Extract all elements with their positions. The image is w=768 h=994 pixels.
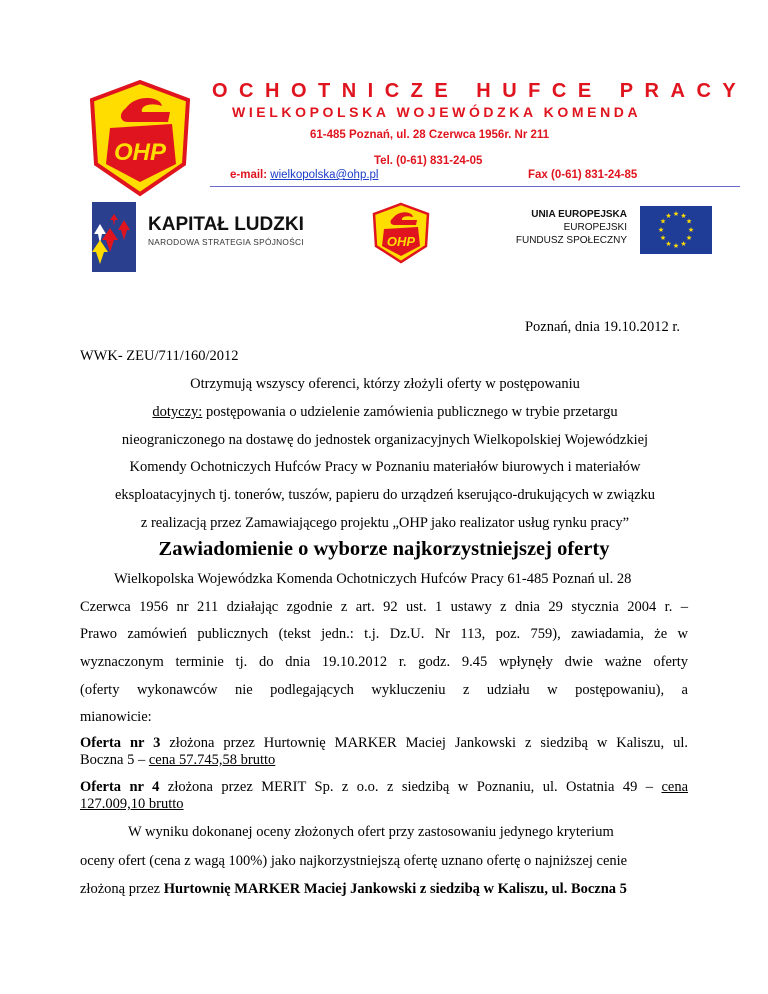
para2-line-2: oceny ofert (cena z wagą 100%) jako najkorzystniejszą ofertę uznano ofertę o najniższej cenie <box>80 852 628 869</box>
svg-text:★: ★ <box>659 234 667 242</box>
kapital-ludzki-logo-icon <box>88 200 143 275</box>
winning-offer: Hurtownię MARKER Maciej Jankowski z siedzibą w Kaliszu, ul. Boczna 5 <box>163 881 627 897</box>
subject-line-2: nieograniczonego na dostawę do jednostek organizacyjnych Wielkopolskiej Wojewódzkiej <box>121 431 649 448</box>
ohp-logo <box>80 78 200 198</box>
svg-text:★: ★ <box>672 210 680 218</box>
svg-text:OHP: OHP <box>113 139 167 166</box>
offer-4-price: 127.009,10 brutto <box>80 796 184 812</box>
para1-line-1: Wielkopolska Wojewódzka Komenda Ochotniczych Hufców Pracy 61-485 Poznań ul. 28 <box>114 571 632 587</box>
ue-title: UNIA EUROPEJSKA <box>531 209 627 220</box>
org-name: OCHOTNICZE HUFCE PRACY <box>212 80 748 102</box>
subject-line-1: dotyczy: postępowania o udzielenie zamówienia publicznego w trybie przetargu <box>152 403 618 420</box>
email-label: e-mail: <box>230 169 268 181</box>
subject-line-3: Komendy Ochotniczych Hufców Pracy w Poznaniu materiałów biurowych i materiałów <box>129 459 641 476</box>
svg-text:★: ★ <box>659 217 667 226</box>
org-fax: Fax (0-61) 831-24-85 <box>528 169 638 181</box>
para2-line-3: złożoną przez Hurtownię MARKER Maciej Jankowski z siedzibą w Kaliszu, ul. Boczna 5 <box>80 881 627 897</box>
org-email <box>230 169 379 181</box>
svg-text:★: ★ <box>665 212 672 220</box>
svg-text:★: ★ <box>680 212 687 220</box>
subject-label: dotyczy: <box>152 403 203 420</box>
ue-line-3: FUNDUSZ SPOŁECZNY <box>515 235 627 246</box>
eu-flag-icon <box>640 206 712 254</box>
ohp-logo-small <box>368 202 434 264</box>
org-address: 61-485 Poznań, ul. 28 Czerwca 1956r. Nr 211 <box>310 129 550 141</box>
paragraph-2 <box>80 818 688 904</box>
offer-3-price: cena 57.745,58 brutto <box>148 752 276 768</box>
letter-reference: WWK- ZEU/711/160/2012 <box>80 348 239 364</box>
svg-text:★: ★ <box>687 226 695 234</box>
para1-line-5: (oferty wykonawców nie podlegających wykluczeniu z udziału w postępowaniu), a <box>80 681 688 698</box>
para1-line-4: wyznaczonym terminie tj. do dnia 19.10.2012 r. godz. 9.45 wpłynęły dwie ważne oferty <box>80 654 688 671</box>
svg-text:★: ★ <box>672 242 680 250</box>
svg-text:★: ★ <box>685 234 693 242</box>
kapital-ludzki-title: KAPITAŁ LUDZKI <box>148 214 304 235</box>
para1-line-3: Prawo zamówień publicznych (tekst jedn.: t.j. Dz.U. Nr 113, poz. 759), zawiadamia, że w <box>80 626 688 643</box>
letter-subject <box>60 371 710 538</box>
offer-3: Oferta nr 3 złożona przez Hurtownię MARKER Maciej Jankowski z siedzibą w Kaliszu, ul. Boczna 5 – cena 57.745,58 brutto <box>80 735 689 768</box>
letter-date: Poznań, dnia 19.10.2012 r. <box>524 319 680 335</box>
para1-line-6: mianowicie: <box>80 709 152 726</box>
org-phone: Tel. (0-61) 831-24-05 <box>374 155 483 167</box>
org-subtitle: WIELKOPOLSKA WOJEWÓDZKA KOMENDA <box>232 104 642 120</box>
svg-text:★: ★ <box>680 240 687 248</box>
header-divider <box>210 186 740 187</box>
offer-3-label: Oferta nr 3 <box>80 735 161 751</box>
svg-text:★: ★ <box>685 217 693 226</box>
offer-4: Oferta nr 4 złożona przez MERIT Sp. z o.o. z siedzibą w Poznaniu, ul. Ostatnia 49 – cena 127.009,10 brutto <box>80 779 689 812</box>
subject-line-4: eksploatacyjnych tj. tonerów, tuszów, papieru do urządzeń kserująco-drukujących w związku <box>114 487 656 504</box>
kapital-ludzki-subtitle: NARODOWA STRATEGIA SPÓJNOŚCI <box>148 237 304 247</box>
email-link[interactable]: wielkopolska@ohp.pl <box>270 169 379 181</box>
para1-line-2: Czerwca 1956 nr 211 działając zgodnie z art. 92 ust. 1 ustawy z dnia 29 stycznia 2004 r. – <box>80 598 688 615</box>
para2-line-1: W wyniku dokonanej oceny złożonych ofert przy zastosowaniu jedynego kryterium <box>128 824 614 840</box>
recipients-line: Otrzymują wszyscy oferenci, którzy złożyli oferty w postępowaniu <box>190 376 580 392</box>
svg-text:OHP: OHP <box>386 234 416 249</box>
ue-line-2: EUROPEJSKI <box>563 222 627 233</box>
subject-line-5: z realizacją przez Zamawiającego projektu „OHP jako realizator usług rynku pracy” <box>140 514 630 531</box>
document-title: Zawiadomienie o wyborze najkorzystniejszej oferty <box>158 538 610 560</box>
svg-text:★: ★ <box>665 240 672 248</box>
offer-4-label: Oferta nr 4 <box>80 779 160 795</box>
svg-text:★: ★ <box>657 226 665 234</box>
paragraph-1 <box>80 566 688 732</box>
